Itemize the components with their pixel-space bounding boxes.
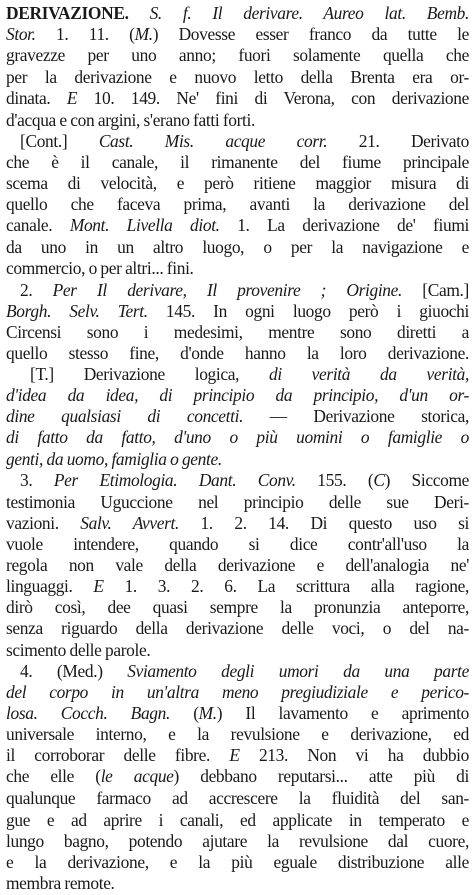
entry-text-run: d'acqua e con argini, s'erano fatti forti.	[6, 110, 256, 130]
entry-text-run: Salv. Avvert.	[80, 513, 180, 533]
entry-text-run: Cast. Mis. acque corr.	[98, 131, 328, 151]
entry-line	[30, 363, 469, 385]
entry-text-run: Mont. Livella diot.	[69, 215, 220, 235]
entry-text-run: testimonia Uguccione nel principio delle sue Deri-	[6, 492, 469, 512]
entry-line	[6, 639, 150, 661]
entry-text-run: regola non vale della derivazione e dell'analogia ne'	[6, 555, 469, 575]
entry-line	[6, 744, 469, 766]
entry-line	[6, 851, 469, 873]
entry-text-run: vazioni.	[6, 513, 81, 533]
entry-text-run: di fatto da fatto, d'uno o più uomini o famiglie o	[6, 427, 469, 447]
entry-line	[6, 723, 469, 745]
entry-text-run: 1. 2. 14. Di questo uso si	[179, 513, 469, 533]
entry-line	[6, 575, 469, 597]
entry-text-run: che è il canale, il rimanente del fiume principale	[6, 152, 469, 172]
entry-text-run: che elle (	[6, 766, 101, 786]
entry-text-run: quello che faceva prima, avanti la derivazione del	[6, 194, 469, 214]
entry-line	[6, 66, 469, 88]
entry-text-run: ) Siccome	[384, 470, 469, 490]
entry-text-run: S. f. Il derivare. Aureo lat. Bemb.	[149, 3, 469, 23]
entry-text-run: di verità da verità,	[268, 364, 469, 384]
entry-text-run: da uno in un altro luogo, o per la navigazione e	[6, 237, 469, 257]
entry-text-run: ) debbano reputarsi... atte più di	[173, 766, 469, 786]
entry-line	[6, 321, 469, 343]
entry-text-run: Sviamento degli umori da una parte	[127, 661, 469, 681]
entry-text-run: Per Etimologia. Dant. Conv.	[53, 470, 296, 490]
entry-text-run: senza riguardo della derivazione delle voci, o del na-	[6, 618, 469, 638]
entry-line	[20, 469, 469, 491]
entry-text-run: genti, da uomo, famiglia o gente.	[6, 449, 222, 469]
entry-text-run: scimento delle parole.	[6, 640, 151, 660]
entry-text-run: canale.	[6, 215, 70, 235]
entry-line	[6, 809, 469, 831]
entry-line	[6, 787, 469, 809]
entry-text-run: 1. 11. (	[35, 24, 135, 44]
entry-line	[20, 279, 469, 301]
entry-text-run: linguaggi.	[6, 576, 94, 596]
entry-text-run: 2.	[20, 280, 53, 300]
entry-line	[6, 830, 469, 852]
entry-text-run: 213. Non vi ha dubbio	[239, 745, 469, 765]
entry-line	[6, 872, 115, 894]
entry-text-run: M.	[198, 703, 217, 723]
entry-line	[6, 596, 469, 618]
headword: DERIVAZIONE.	[6, 3, 129, 23]
entry-line	[6, 384, 469, 406]
entry-text-run: 1. 3. 2. 6. La scrittura alla ragione,	[103, 576, 469, 596]
entry-line	[20, 130, 469, 152]
entry-text-run: E	[66, 88, 78, 108]
entry-text-run: — Derivazione storica,	[243, 406, 470, 426]
entry-text-run: gue e ad aprire i canali, ed applicate in temperato e	[6, 810, 469, 830]
entry-text-run: ) Il lavamento e aprimento	[216, 703, 469, 723]
entry-line	[6, 533, 469, 555]
entry-text-run: Per Il derivare, Il provenire ; Origine.	[52, 280, 403, 300]
entry-text-run: Borgh. Selv. Tert.	[6, 301, 148, 321]
entry-text-run: per la derivazione e nuovo letto della Brenta era or-	[6, 67, 469, 87]
entry-text-run: 3.	[20, 470, 54, 490]
entry-text-run: (	[169, 703, 199, 723]
entry-line	[6, 257, 194, 279]
entry-line	[6, 214, 469, 236]
entry-line	[6, 2, 469, 24]
entry-text-run: membra remote.	[6, 873, 115, 893]
entry-text-run: d'idea da idea, di principio da principio, d'un or-	[6, 385, 469, 405]
entry-text-run: scema di velocità, e però ritiene maggior misura di	[6, 173, 469, 193]
entry-text-run: commercio, o per altri... fini.	[6, 258, 194, 278]
entry-text-run: Circensi sono i medesimi, mentre sono diretti a	[6, 322, 469, 342]
entry-text-run: universale interno, e la revulsione e derivazione, ed	[6, 724, 469, 744]
entry-line	[6, 151, 469, 173]
entry-line	[6, 300, 469, 322]
entry-line	[6, 681, 469, 703]
entry-text-run: 155. (	[295, 470, 374, 490]
entry-line	[6, 491, 469, 513]
entry-text-run: vuole intendere, quando si dice contr'all'uso la	[6, 534, 469, 554]
entry-text-run: quello stesso fine, d'onde hanno la loro derivazione.	[6, 343, 469, 363]
entry-text-run: Stor.	[6, 24, 36, 44]
entry-text-run: dirò così, dee quasi sempre la pronunzia anteporre,	[6, 597, 469, 617]
entry-line	[6, 554, 469, 576]
entry-text-run: lungo bagno, potendo ajutare la revulsione dal cuore,	[6, 831, 469, 851]
entry-text-run: [Cam.]	[402, 280, 469, 300]
entry-text-run: 10. 149. Ne' fini di Verona, con derivazione	[77, 88, 469, 108]
entry-text-run: [T.] Derivazione logica,	[30, 364, 269, 384]
entry-text-run: 4. (Med.)	[20, 661, 128, 681]
dictionary-entry	[6, 2, 469, 893]
entry-text-run: 21. Derivato	[327, 131, 469, 151]
entry-line	[6, 448, 222, 470]
entry-text-run: [Cont.]	[20, 131, 99, 151]
entry-line	[6, 426, 469, 448]
entry-line	[6, 193, 469, 215]
entry-text-run: E	[229, 745, 240, 765]
entry-text-run: le acque	[100, 766, 174, 786]
entry-line	[6, 702, 469, 724]
entry-text-run: qualunque farmaco ad accrescere la fluidità del san-	[6, 788, 469, 808]
entry-text-run: losa. Cocch. Bagn.	[6, 703, 170, 723]
entry-line	[6, 109, 255, 131]
entry-line	[20, 660, 469, 682]
entry-text-run: dine qualsiasi di concetti.	[6, 406, 244, 426]
entry-text-run: del corpo in un'altra meno pregiudiziale e perico-	[6, 682, 469, 702]
entry-text-run	[129, 3, 150, 23]
entry-line	[6, 87, 469, 109]
entry-line	[6, 44, 469, 66]
entry-line	[6, 172, 469, 194]
entry-line	[6, 405, 469, 427]
entry-line	[6, 512, 469, 534]
entry-text-run: M.	[134, 24, 153, 44]
entry-text-run: 145. In ogni luogo però i giuochi	[147, 301, 469, 321]
entry-text-run: C	[373, 470, 385, 490]
entry-text-run: gravezze per uno anno; fuori solamente quella che	[6, 45, 469, 65]
entry-text-run: 1. La derivazione de' fiumi	[219, 215, 469, 235]
entry-line	[6, 765, 469, 787]
entry-line	[6, 342, 469, 364]
entry-line	[6, 23, 469, 45]
entry-line	[6, 236, 469, 258]
entry-text-run: il corroborar delle fibre.	[6, 745, 230, 765]
entry-text-run: e la derivazione, e la più eguale distribuzione alle	[6, 852, 469, 872]
entry-text-run: dinata.	[6, 88, 67, 108]
entry-line	[6, 617, 469, 639]
entry-text-run: ) Dovesse esser franco da tutte le	[152, 24, 470, 44]
entry-text-run: E	[93, 576, 104, 596]
